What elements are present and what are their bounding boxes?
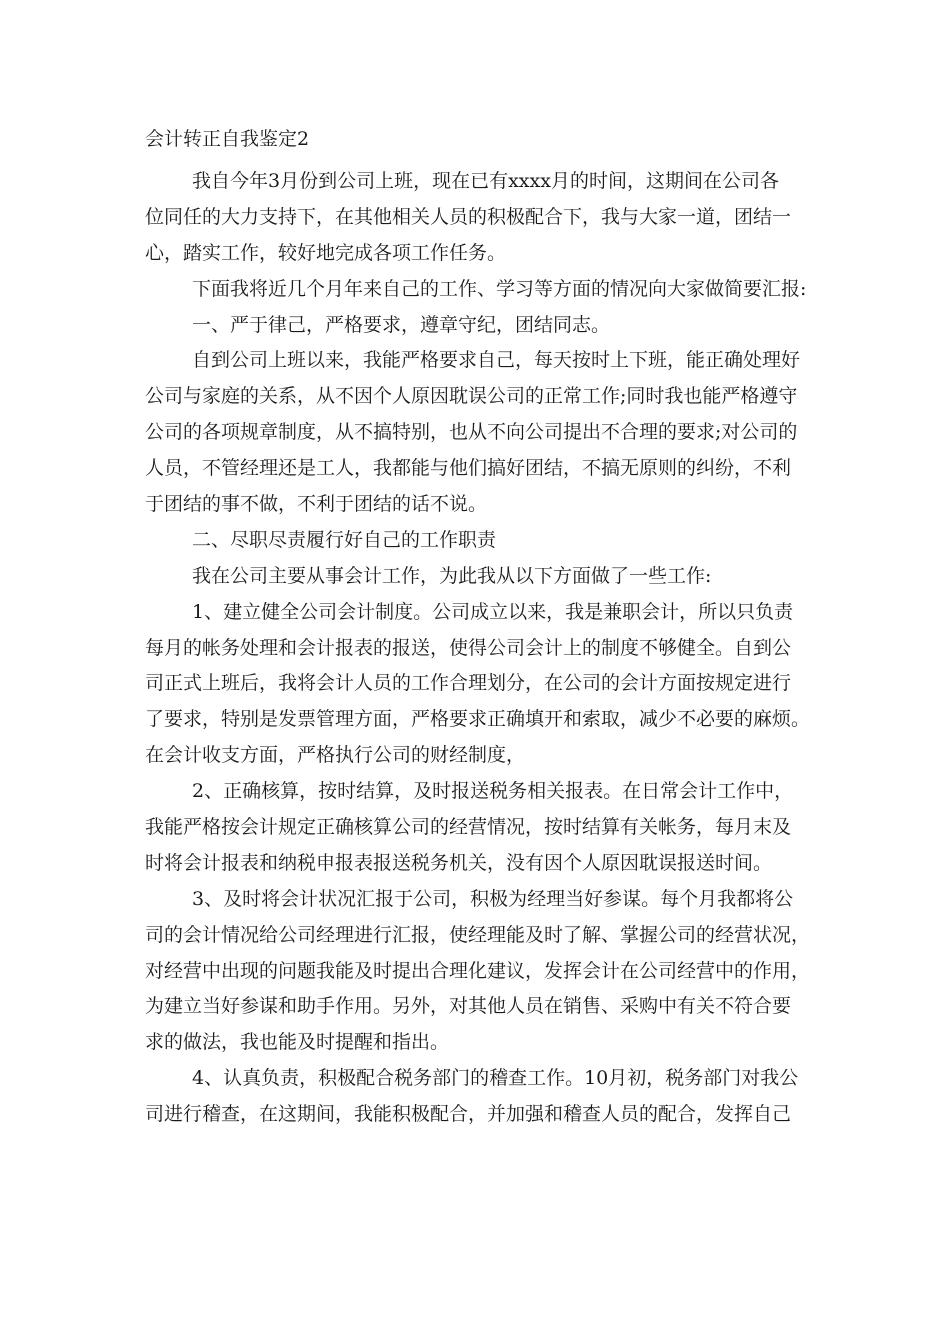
- text-line: 求的做法，我也能及时提醒和指出。: [145, 1031, 450, 1054]
- text-line: 1、建立健全公司会计制度。公司成立以来，我是兼职会计，所以只负责: [192, 600, 794, 623]
- text-line: 3、及时将会计状况汇报于公司，积极为经理当好参谋。每个月我都将公: [192, 887, 794, 910]
- text-line: 时将会计报表和纳税申报表报送税务机关，没有因个人原因耽误报送时间。: [145, 851, 773, 874]
- text-line: 我自今年3月份到公司上班，现在已有xxxx月的时间，这期间在公司各: [192, 170, 779, 192]
- text-line: 位同任的大力支持下，在其他相关人员的积极配合下，我与大家一道，团结一: [145, 205, 792, 228]
- text-line: 公司的各项规章制度，从不搞特别，也从不向公司提出不合理的要求;对公司的: [145, 421, 798, 444]
- text-line: 2、正确核算，按时结算，及时报送税务相关报表。在日常会计工作中，: [192, 780, 794, 803]
- text-line: 公司与家庭的关系，从不因个人原因耽误公司的正常工作;同时我也能严格遵守: [145, 385, 798, 408]
- text-line: 人员，不管经理还是工人，我都能与他们搞好团结，不搞无原则的纠纷，不利: [145, 457, 792, 480]
- document-title: 会计转正自我鉴定2: [145, 128, 310, 150]
- text-line: 了要求，特别是发票管理方面，严格要求正确填开和索取，减少不必要的麻烦。: [145, 708, 811, 731]
- text-line: 下面我将近几个月年来自己的工作、学习等方面的情况向大家做简要汇报:: [192, 277, 807, 300]
- text-line: 对经营中出现的问题我能及时提出合理化建议，发挥会计在公司经营中的作用，: [145, 959, 811, 982]
- text-line: 于团结的事不做，不利于团结的话不说。: [145, 493, 488, 516]
- text-line: 自到公司上班以来，我能严格要求自己，每天按时上下班，能正确处理好: [192, 349, 801, 372]
- text-line: 司进行稽查，在这期间，我能积极配合，并加强和稽查人员的配合，发挥自己: [145, 1103, 792, 1126]
- text-line: 我在公司主要从事会计工作，为此我从以下方面做了一些工作:: [192, 564, 712, 587]
- text-line: 司正式上班后，我将会计人员的工作合理划分，在公司的会计方面按规定进行: [145, 672, 792, 695]
- text-line: 二、尽职尽责履行好自己的工作职责: [192, 528, 497, 551]
- text-line: 心，踏实工作，较好地完成各项工作任务。: [145, 241, 507, 264]
- text-line: 每月的帐务处理和会计报表的报送，使得公司会计上的制度不够健全。自到公: [145, 636, 792, 659]
- text-line: 在会计收支方面，严格执行公司的财经制度，: [145, 744, 526, 767]
- text-line: 我能严格按会计规定正确核算公司的经营情况，按时结算有关帐务，每月末及: [145, 816, 792, 839]
- text-line: 4、认真负责，积极配合税务部门的稽查工作。10月初，税务部门对我公: [192, 1067, 799, 1090]
- text-line: 一、严于律己，严格要求，遵章守纪，团结同志。: [192, 313, 611, 336]
- text-line: 司的会计情况给公司经理进行汇报，使经理能及时了解、掌握公司的经营状况，: [145, 923, 811, 946]
- document-body: [145, 164, 811, 1133]
- text-line: 为建立当好参谋和助手作用。另外，对其他人员在销售、采购中有关不符合要: [145, 995, 792, 1018]
